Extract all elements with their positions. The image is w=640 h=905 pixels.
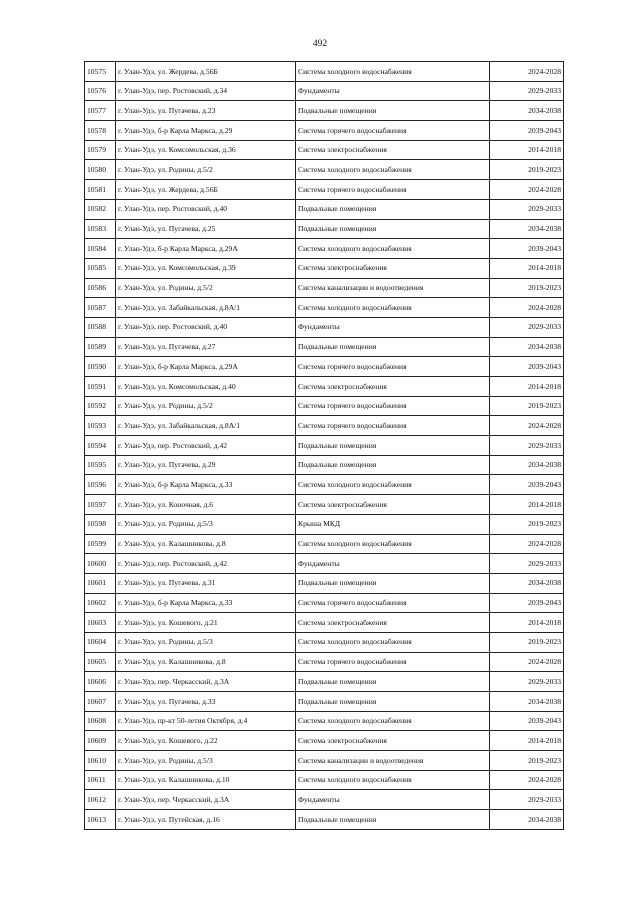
period-cell: 2029-2033 (490, 81, 564, 101)
period-cell: 2034-2038 (490, 219, 564, 239)
table-row (85, 495, 564, 515)
address-cell: г. Улан-Удэ, ул. Калашникова, д.8 (116, 534, 296, 554)
address-cell: г. Улан-Удэ, пер. Ростовский, д.42 (116, 436, 296, 456)
table-row (85, 62, 564, 82)
row-number-cell: 10581 (85, 180, 116, 200)
table-row (85, 396, 564, 416)
period-cell: 2034-2038 (490, 101, 564, 121)
period-cell: 2034-2038 (490, 455, 564, 475)
row-number-cell: 10597 (85, 495, 116, 515)
row-number-cell: 10590 (85, 357, 116, 377)
system-cell: Система электроснабжения (296, 258, 490, 278)
address-cell: г. Улан-Удэ, ул. Пугачева, д.23 (116, 101, 296, 121)
row-number-cell: 10603 (85, 613, 116, 633)
row-number-cell: 10584 (85, 239, 116, 259)
system-cell: Система горячего водоснабжения (296, 396, 490, 416)
address-cell: г. Улан-Удэ, ул. Жердева, д.56Б (116, 62, 296, 82)
period-cell: 2039-2043 (490, 239, 564, 259)
row-number-cell: 10595 (85, 455, 116, 475)
system-cell: Система холодного водоснабжения (296, 62, 490, 82)
address-cell: г. Улан-Удэ, ул. Пугачева, д.33 (116, 692, 296, 712)
period-cell: 2019-2023 (490, 751, 564, 771)
address-cell: г. Улан-Удэ, ул. Пугачева, д.29 (116, 455, 296, 475)
period-cell: 2024-2028 (490, 770, 564, 790)
table-row (85, 711, 564, 731)
table-row (85, 357, 564, 377)
row-number-cell: 10588 (85, 317, 116, 337)
row-number-cell: 10580 (85, 160, 116, 180)
table-row (85, 160, 564, 180)
row-number-cell: 10583 (85, 219, 116, 239)
system-cell: Подвальные помещения (296, 337, 490, 357)
row-number-cell: 10577 (85, 101, 116, 121)
table-body (85, 62, 564, 830)
system-cell: Система холодного водоснабжения (296, 770, 490, 790)
period-cell: 2039-2043 (490, 711, 564, 731)
system-cell: Система холодного водоснабжения (296, 711, 490, 731)
table-row (85, 613, 564, 633)
address-cell: г. Улан-Удэ, ул. Пугачева, д.25 (116, 219, 296, 239)
row-number-cell: 10578 (85, 121, 116, 141)
row-number-cell: 10613 (85, 810, 116, 830)
row-number-cell: 10599 (85, 534, 116, 554)
period-cell: 2019-2023 (490, 396, 564, 416)
address-cell: г. Улан-Удэ, пер. Ростовский, д.40 (116, 317, 296, 337)
address-cell: г. Улан-Удэ, ул. Калашникова, д.8 (116, 652, 296, 672)
period-cell: 2019-2023 (490, 514, 564, 534)
address-cell: г. Улан-Удэ, ул. Родины, д.5/2 (116, 160, 296, 180)
row-number-cell: 10591 (85, 377, 116, 397)
address-cell: г. Улан-Удэ, б-р Карла Маркса, д.33 (116, 475, 296, 495)
row-number-cell: 10604 (85, 632, 116, 652)
table-row (85, 672, 564, 692)
period-cell: 2029-2033 (490, 199, 564, 219)
period-cell: 2029-2033 (490, 554, 564, 574)
row-number-cell: 10586 (85, 278, 116, 298)
system-cell: Фундаменты (296, 790, 490, 810)
address-cell: г. Улан-Удэ, ул. Родины, д.5/3 (116, 632, 296, 652)
period-cell: 2024-2028 (490, 62, 564, 82)
period-cell: 2039-2043 (490, 357, 564, 377)
row-number-cell: 10608 (85, 711, 116, 731)
row-number-cell: 10589 (85, 337, 116, 357)
table-row (85, 317, 564, 337)
address-cell: г. Улан-Удэ, пер. Черкасский, д.3А (116, 672, 296, 692)
table-row (85, 219, 564, 239)
address-cell: г. Улан-Удэ, ул. Пугачева, д.27 (116, 337, 296, 357)
table-row (85, 790, 564, 810)
period-cell: 2029-2033 (490, 436, 564, 456)
row-number-cell: 10585 (85, 258, 116, 278)
page-number: 492 (312, 39, 328, 49)
row-number-cell: 10601 (85, 573, 116, 593)
address-cell: г. Улан-Удэ, ул. Комсомольская, д.40 (116, 377, 296, 397)
address-cell: г. Улан-Удэ, ул. Комсомольская, д.39 (116, 258, 296, 278)
row-number-cell: 10582 (85, 199, 116, 219)
system-cell: Система электроснабжения (296, 377, 490, 397)
system-cell: Система горячего водоснабжения (296, 416, 490, 436)
table-row (85, 692, 564, 712)
address-cell: г. Улан-Удэ, ул. Родины, д.5/2 (116, 396, 296, 416)
address-cell: г. Улан-Удэ, б-р Карла Маркса, д.29А (116, 357, 296, 377)
period-cell: 2019-2023 (490, 278, 564, 298)
period-cell: 2024-2028 (490, 652, 564, 672)
row-number-cell: 10593 (85, 416, 116, 436)
row-number-cell: 10609 (85, 731, 116, 751)
address-cell: г. Улан-Удэ, ул. Кошевого, д.22 (116, 731, 296, 751)
system-cell: Подвальные помещения (296, 692, 490, 712)
table-row (85, 514, 564, 534)
address-cell: г. Улан-Удэ, ул. Родины, д.5/3 (116, 751, 296, 771)
table-row (85, 180, 564, 200)
row-number-cell: 10602 (85, 593, 116, 613)
row-number-cell: 10611 (85, 770, 116, 790)
address-cell: г. Улан-Удэ, б-р Карла Маркса, д.29А (116, 239, 296, 259)
system-cell: Система холодного водоснабжения (296, 534, 490, 554)
table-row (85, 337, 564, 357)
address-cell: г. Улан-Удэ, б-р Карла Маркса, д.33 (116, 593, 296, 613)
table-row (85, 751, 564, 771)
period-cell: 2029-2033 (490, 790, 564, 810)
address-cell: г. Улан-Удэ, пр-кт 50-летия Октября, д.4 (116, 711, 296, 731)
row-number-cell: 10605 (85, 652, 116, 672)
table-row (85, 436, 564, 456)
table-row (85, 770, 564, 790)
table-row (85, 810, 564, 830)
row-number-cell: 10596 (85, 475, 116, 495)
period-cell: 2014-2018 (490, 258, 564, 278)
system-cell: Система электроснабжения (296, 613, 490, 633)
system-cell: Подвальные помещения (296, 436, 490, 456)
address-cell: г. Улан-Удэ, ул. Жердева, д.56Б (116, 180, 296, 200)
row-number-cell: 10612 (85, 790, 116, 810)
period-cell: 2039-2043 (490, 475, 564, 495)
table-row (85, 140, 564, 160)
system-cell: Система холодного водоснабжения (296, 475, 490, 495)
period-cell: 2024-2028 (490, 416, 564, 436)
table-row (85, 475, 564, 495)
address-cell: г. Улан-Удэ, пер. Ростовский, д.40 (116, 199, 296, 219)
table-row (85, 377, 564, 397)
address-cell: г. Улан-Удэ, пер. Ростовский, д.42 (116, 554, 296, 574)
period-cell: 2039-2043 (490, 593, 564, 613)
row-number-cell: 10600 (85, 554, 116, 574)
period-cell: 2024-2028 (490, 298, 564, 318)
system-cell: Подвальные помещения (296, 101, 490, 121)
period-cell: 2014-2018 (490, 613, 564, 633)
address-cell: г. Улан-Удэ, б-р Карла Маркса, д.29 (116, 121, 296, 141)
system-cell: Система канализации и водоотведения (296, 278, 490, 298)
system-cell: Система холодного водоснабжения (296, 298, 490, 318)
system-cell: Система канализации и водоотведения (296, 751, 490, 771)
row-number-cell: 10576 (85, 81, 116, 101)
row-number-cell: 10575 (85, 62, 116, 82)
system-cell: Система электроснабжения (296, 140, 490, 160)
period-cell: 2014-2018 (490, 377, 564, 397)
address-cell: г. Улан-Удэ, пер. Черкасский, д.3А (116, 790, 296, 810)
system-cell: Фундаменты (296, 554, 490, 574)
row-number-cell: 10592 (85, 396, 116, 416)
table-row (85, 258, 564, 278)
system-cell: Система горячего водоснабжения (296, 593, 490, 613)
address-cell: г. Улан-Удэ, пер. Ростовский, д.34 (116, 81, 296, 101)
system-cell: Фундаменты (296, 81, 490, 101)
row-number-cell: 10610 (85, 751, 116, 771)
repair-schedule-table (84, 61, 564, 830)
system-cell: Система холодного водоснабжения (296, 160, 490, 180)
address-cell: г. Улан-Удэ, ул. Комсомольская, д.36 (116, 140, 296, 160)
table-row (85, 278, 564, 298)
system-cell: Подвальные помещения (296, 455, 490, 475)
table-row (85, 573, 564, 593)
address-cell: г. Улан-Удэ, ул. Коночная, д.6 (116, 495, 296, 515)
period-cell: 2019-2023 (490, 632, 564, 652)
system-cell: Подвальные помещения (296, 219, 490, 239)
system-cell: Подвальные помещения (296, 672, 490, 692)
table-row (85, 416, 564, 436)
row-number-cell: 10598 (85, 514, 116, 534)
system-cell: Система горячего водоснабжения (296, 357, 490, 377)
row-number-cell: 10594 (85, 436, 116, 456)
system-cell: Подвальные помещения (296, 199, 490, 219)
address-cell: г. Улан-Удэ, ул. Калашникова, д.10 (116, 770, 296, 790)
period-cell: 2034-2038 (490, 573, 564, 593)
table-row (85, 554, 564, 574)
period-cell: 2014-2018 (490, 731, 564, 751)
table-row (85, 101, 564, 121)
system-cell: Система холодного водоснабжения (296, 632, 490, 652)
address-cell: г. Улан-Удэ, ул. Пугачева, д.31 (116, 573, 296, 593)
system-cell: Система горячего водоснабжения (296, 180, 490, 200)
table-row (85, 199, 564, 219)
period-cell: 2034-2038 (490, 810, 564, 830)
address-cell: г. Улан-Удэ, ул. Путейская, д.16 (116, 810, 296, 830)
address-cell: г. Улан-Удэ, ул. Забайкальская, д.8А/1 (116, 416, 296, 436)
period-cell: 2014-2018 (490, 495, 564, 515)
table-row (85, 239, 564, 259)
period-cell: 2019-2023 (490, 160, 564, 180)
system-cell: Система электроснабжения (296, 495, 490, 515)
period-cell: 2039-2043 (490, 121, 564, 141)
period-cell: 2029-2033 (490, 317, 564, 337)
system-cell: Система горячего водоснабжения (296, 121, 490, 141)
table-row (85, 81, 564, 101)
table-row (85, 632, 564, 652)
period-cell: 2024-2028 (490, 180, 564, 200)
period-cell: 2034-2038 (490, 337, 564, 357)
period-cell: 2034-2038 (490, 692, 564, 712)
system-cell: Система холодного водоснабжения (296, 239, 490, 259)
row-number-cell: 10579 (85, 140, 116, 160)
system-cell: Система горячего водоснабжения (296, 652, 490, 672)
address-cell: г. Улан-Удэ, ул. Забайкальская, д.8А/1 (116, 298, 296, 318)
table-row (85, 121, 564, 141)
table-row (85, 534, 564, 554)
system-cell: Подвальные помещения (296, 810, 490, 830)
system-cell: Система электроснабжения (296, 731, 490, 751)
period-cell: 2029-2033 (490, 672, 564, 692)
system-cell: Подвальные помещения (296, 573, 490, 593)
table-row (85, 298, 564, 318)
address-cell: г. Улан-Удэ, ул. Родины, д.5/2 (116, 278, 296, 298)
table-row (85, 455, 564, 475)
period-cell: 2014-2018 (490, 140, 564, 160)
row-number-cell: 10607 (85, 692, 116, 712)
table-row (85, 652, 564, 672)
row-number-cell: 10587 (85, 298, 116, 318)
system-cell: Крыша МКД (296, 514, 490, 534)
address-cell: г. Улан-Удэ, ул. Родины, д.5/3 (116, 514, 296, 534)
address-cell: г. Улан-Удэ, ул. Кошевого, д.21 (116, 613, 296, 633)
table-row (85, 731, 564, 751)
table-row (85, 593, 564, 613)
row-number-cell: 10606 (85, 672, 116, 692)
system-cell: Фундаменты (296, 317, 490, 337)
period-cell: 2024-2028 (490, 534, 564, 554)
